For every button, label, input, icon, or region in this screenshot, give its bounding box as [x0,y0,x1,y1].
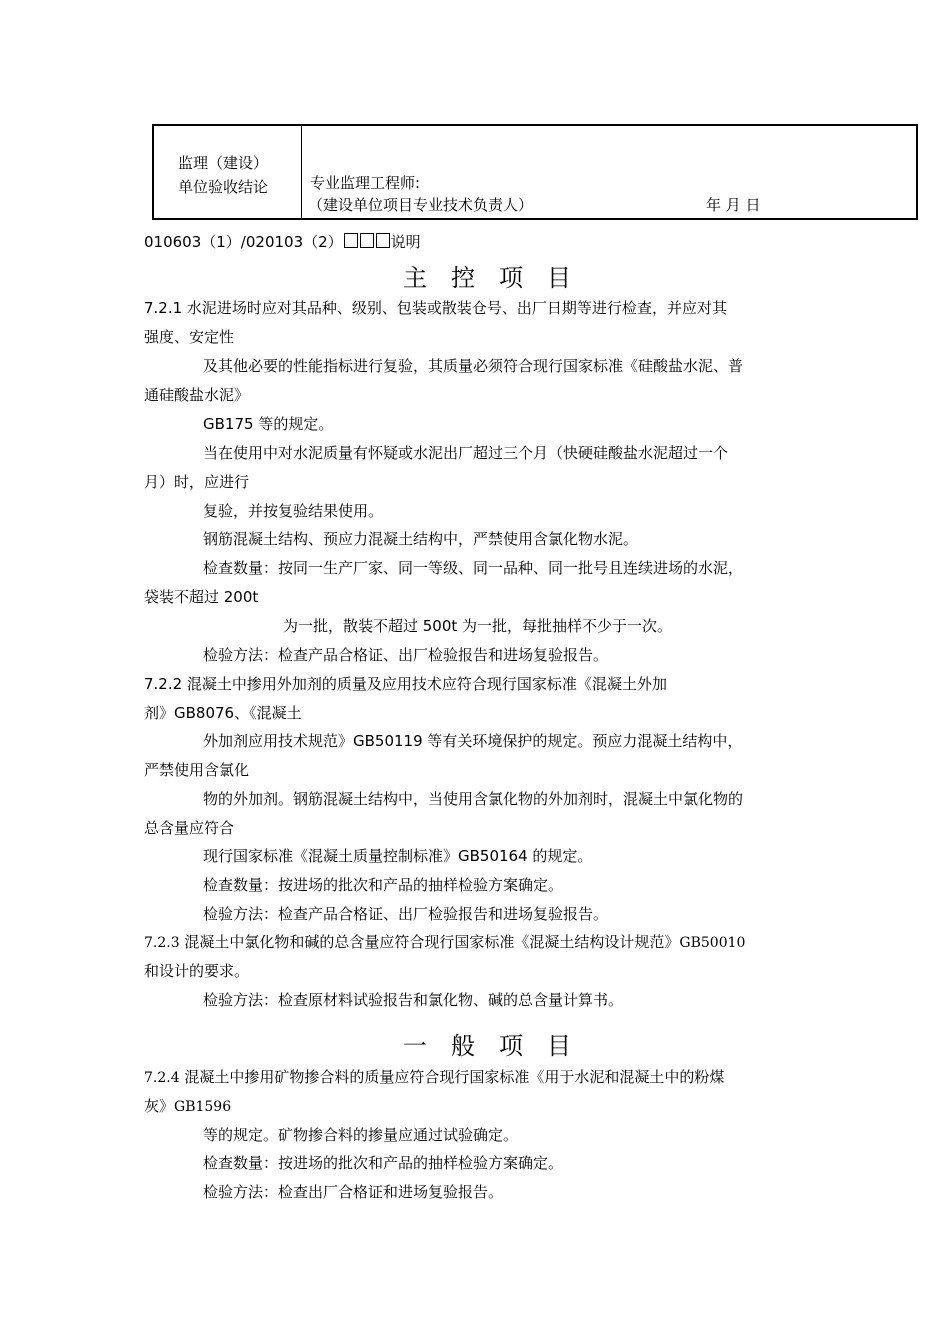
text-line [144,1066,724,1089]
text-line: 强度、安定性 [144,328,235,346]
section-heading-general: 一般项目 [403,1032,595,1060]
acceptance-table [152,124,918,220]
text-line: 7.2.1 水泥进场时应对其品种、级别、包装或散装仓号、出厂日期等进行检查，并应对其 [144,299,727,317]
clause-text: 灰》 [144,1097,175,1115]
doc-code-prefix: 010603（1）/020103（2） [144,233,343,251]
checkbox-icon [376,233,390,248]
text-line: 总含量应符合 [144,819,235,837]
text-line: 检验方法：检查产品合格证、出厂检验报告和进场复验报告。 [203,905,609,923]
table-label-line2: 单位验收结论 [178,178,269,196]
table-label-line1: 监理（建设） [178,154,269,172]
clause-text: 混凝土中掺用矿物掺合料的质量应符合现行国家标准《用于水泥和混凝土中的粉煤 [179,1068,725,1086]
checkbox-icon [360,233,374,248]
text-line: 检查数量：按进场的批次和产品的抽样检验方案确定。 [203,876,564,894]
text-line: 等的规定。矿物掺合料的掺量应通过试验确定。 [203,1126,519,1144]
text-line: 及其他必要的性能指标进行复验，其质量必须符合现行国家标准《硅酸盐水泥、普 [203,357,744,375]
doc-code-suffix: 说明 [390,233,421,251]
standard-code: GB1596 [174,1099,232,1115]
text-line: 袋装不超过 200t [144,588,259,606]
text-line: 检查数量：按同一生产厂家、同一等级、同一品种、同一批号且连续进场的水泥， [203,559,744,577]
text-line: 现行国家标准《混凝土质量控制标准》GB50164 的规定。 [203,847,593,865]
text-line: 7.2.2 混凝土中掺用外加剂的质量及应用技术应符合现行国家标准《混凝土外加 [144,675,667,693]
text-line: 和设计的要求。 [144,962,250,980]
engineer-label: 专业监理工程师: [310,174,421,192]
text-line [144,931,745,954]
text-line: 复验，并按复验结果使用。 [203,502,384,520]
text-line: 检验方法：检查出厂合格证和进场复验报告。 [203,1183,504,1201]
section-heading-main: 主控项目 [403,264,595,292]
clause-number: 7.2.3 [144,935,180,951]
text-line: 为一批，散装不超过 500t 为一批，每批抽样不少于一次。 [283,617,673,635]
text-line: 通硅酸盐水泥》 [144,386,250,404]
text-line: 外加剂应用技术规范》GB50119 等有关环境保护的规定。预应力混凝土结构中， [203,732,743,750]
standard-code: GB50010 [679,935,746,951]
text-line: 物的外加剂。钢筋混凝土结构中，当使用含氯化物的外加剂时，混凝土中氯化物的 [203,790,744,808]
clause-number: 7.2.4 [144,1070,180,1086]
text-line: 检验方法：检查原材料试验报告和氯化物、碱的总含量计算书。 [203,991,624,1009]
text-line: GB175 等的规定。 [203,415,334,433]
text-line: 检验方法：检查产品合格证、出厂检验报告和进场复验报告。 [203,646,609,664]
text-line: 剂》GB8076、《混凝土 [144,704,302,722]
checkbox-icon [344,233,358,248]
doc-code [144,231,421,253]
text-line: 严禁使用含氯化 [144,761,250,779]
text-line: 月）时，应进行 [144,473,250,491]
text-line: 检查数量：按进场的批次和产品的抽样检验方案确定。 [203,1154,564,1172]
text-line: 钢筋混凝土结构、预应力混凝土结构中，严禁使用含氯化物水泥。 [203,530,639,548]
text-line [144,1095,231,1118]
clause-text: 混凝土中氯化物和碱的总含量应符合现行国家标准《混凝土结构设计规范》 [179,933,680,951]
text-line: 当在使用中对水泥质量有怀疑或水泥出厂超过三个月（快硬硅酸盐水泥超过一个 [203,444,729,462]
table-divider [301,126,302,218]
owner-rep-label: （建设单位项目专业技术负责人） [308,196,534,214]
date-label: 年 月 日 [706,196,761,214]
